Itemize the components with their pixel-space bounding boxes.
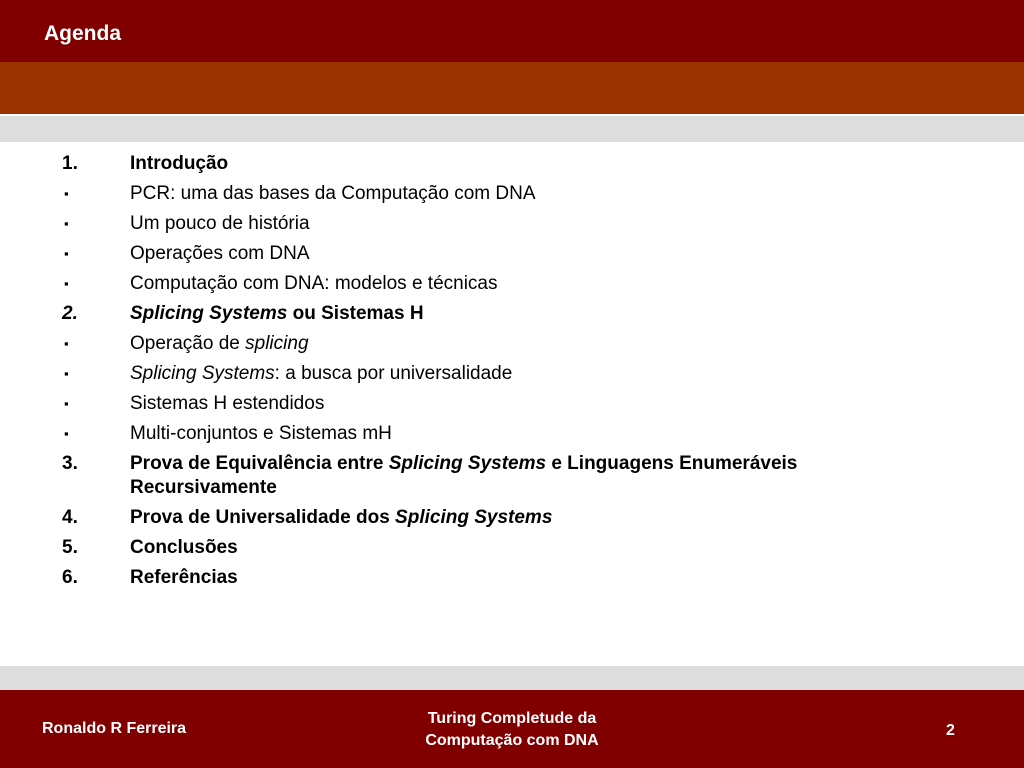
agenda-item-text: Multi-conjuntos e Sistemas mH [130,423,392,444]
agenda-section-item [0,566,1024,590]
agenda-item-text: Introdução [130,153,229,174]
item-number: 1. [62,153,78,174]
footer-author: Ronaldo R Ferreira [42,720,187,737]
title-bar [0,0,1024,62]
agenda-subitem [0,272,1024,296]
agenda-item-text: Prova de Universalidade dos [130,507,396,528]
agenda-subitem [0,392,1024,416]
bullet-icon: ▪ [64,246,69,261]
item-number: 4. [62,507,78,528]
agenda-item-text: Splicing Systems [130,363,275,384]
agenda-item-text: : a busca por universalidade [274,363,513,384]
footer [0,690,1024,768]
bullet-icon: ▪ [64,186,69,201]
agenda-item-text: PCR: uma das bases da Computação com DNA [130,183,536,204]
agenda-section-item [0,506,1024,530]
slide-title: Agenda [44,22,122,45]
footer-title-line-1: Turing Completude da [427,710,597,727]
bullet-icon: ▪ [64,426,69,441]
item-number: 2. [62,303,78,324]
item-number: 6. [62,567,78,588]
agenda-section-item [0,152,1024,176]
agenda-subitem [0,182,1024,206]
agenda-item-text: Splicing Systems [130,303,288,324]
accent-band [0,62,1024,114]
agenda-subitem [0,362,1024,386]
page-number: 2 [946,722,955,739]
agenda-item-text: splicing [245,333,309,354]
agenda-subitem [0,242,1024,266]
bullet-icon: ▪ [64,216,69,231]
agenda-item-text: Prova de Equivalência entre [130,453,389,474]
agenda-list [0,152,1024,590]
agenda-item-text: e Linguagens Enumeráveis Recursivamente [130,453,798,498]
agenda-section-item [0,302,1024,326]
agenda-section-item [0,536,1024,560]
top-divider-band [0,116,1024,142]
agenda-item-text: Sistemas H estendidos [130,393,325,414]
footer-presentation-title [362,708,662,752]
agenda-subitem [0,422,1024,446]
item-number: 3. [62,453,78,474]
agenda-item-text: Operação de [130,333,246,354]
bullet-icon: ▪ [64,276,69,291]
bottom-divider-band [0,666,1024,690]
agenda-item-text: Splicing Systems [388,453,547,474]
item-number: 5. [62,537,78,558]
agenda-item-text: Um pouco de história [130,213,310,234]
agenda-item-text: Splicing Systems [395,507,553,528]
agenda-section-item [0,452,1024,500]
agenda-item-text: Computação com DNA: modelos e técnicas [130,273,498,294]
bullet-icon: ▪ [64,336,69,351]
footer-title-line-2: Computação com DNA [425,732,599,749]
agenda-item-text: ou Sistemas H [287,303,424,324]
agenda-subitem [0,332,1024,356]
slide-content [0,152,1024,662]
bullet-icon: ▪ [64,396,69,411]
bullet-icon: ▪ [64,366,69,381]
agenda-item-text: Operações com DNA [130,243,310,264]
agenda-subitem [0,212,1024,236]
agenda-item-text: Conclusões [130,537,238,558]
agenda-item-text: Referências [130,567,238,588]
